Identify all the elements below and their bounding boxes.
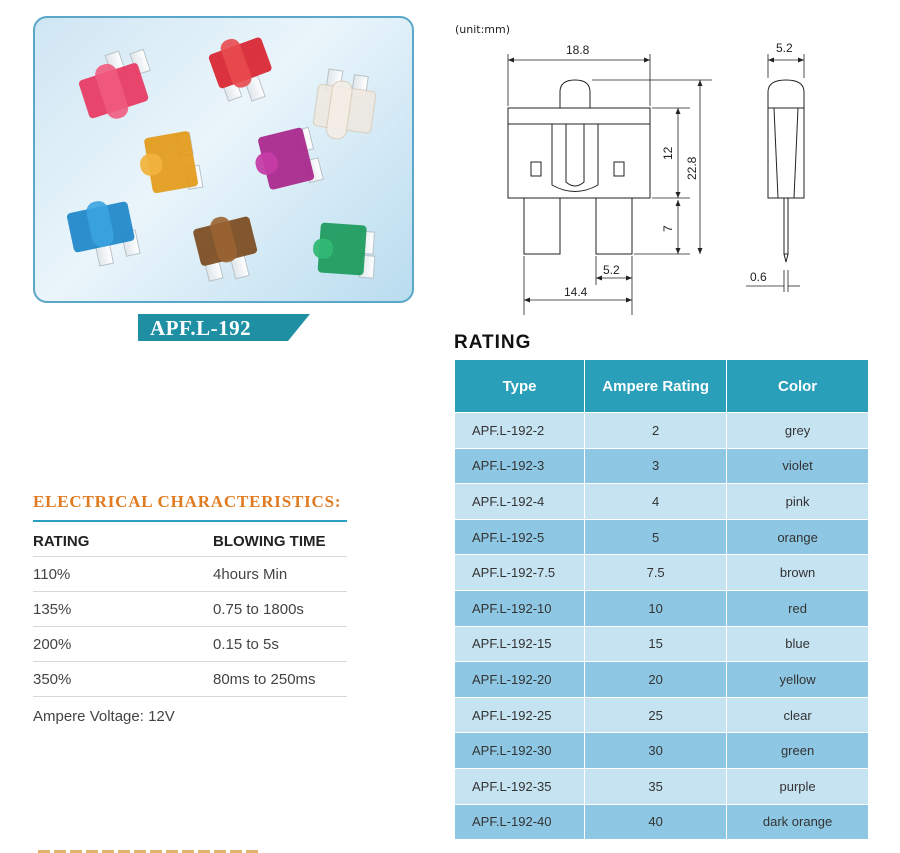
time-cell: 0.75 to 1800s (213, 592, 347, 627)
color-cell: blue (727, 626, 869, 662)
fuse-orange (136, 130, 203, 197)
rating-title: RATING (454, 332, 532, 353)
electrical-header-row (33, 526, 347, 557)
ampere-cell: 4 (585, 484, 727, 520)
dim-height-upper: 12 (661, 146, 675, 160)
color-cell: yellow (727, 662, 869, 698)
table-row (33, 557, 347, 592)
fuse-brown (191, 210, 263, 286)
type-cell: APF.L-192-25 (455, 697, 585, 733)
table-row (455, 484, 869, 520)
table-row (455, 413, 869, 449)
rating-header-row (455, 360, 869, 413)
ampere-cell: 2 (585, 413, 727, 449)
color-cell: red (727, 590, 869, 626)
table-row (33, 627, 347, 662)
color-cell: violet (727, 448, 869, 484)
ampere-cell: 20 (585, 662, 727, 698)
type-cell: APF.L-192-4 (455, 484, 585, 520)
dim-width: 18.8 (566, 43, 590, 57)
ampere-cell: 10 (585, 590, 727, 626)
fuse-body-outline (508, 108, 650, 198)
type-cell: APF.L-192-5 (455, 519, 585, 555)
header-color: Color (727, 360, 869, 413)
fuse-clear (312, 68, 379, 143)
fuse-blue (65, 195, 141, 271)
electrical-title: ELECTRICAL CHARACTERISTICS: (33, 492, 342, 511)
rating-table (454, 359, 869, 840)
ampere-cell: 25 (585, 697, 727, 733)
fuse-violet (249, 125, 323, 194)
rating-cell: 200% (33, 627, 213, 662)
rating-cell: 110% (33, 557, 213, 592)
electrical-table (33, 526, 347, 697)
product-photo (33, 16, 414, 303)
type-cell: APF.L-192-10 (455, 590, 585, 626)
ampere-cell: 15 (585, 626, 727, 662)
type-cell: APF.L-192-15 (455, 626, 585, 662)
type-cell: APF.L-192-2 (455, 413, 585, 449)
table-row (455, 626, 869, 662)
table-row (455, 697, 869, 733)
dim-leg-length: 7 (661, 225, 675, 232)
ampere-cell: 30 (585, 733, 727, 769)
color-cell: dark orange (727, 804, 869, 840)
type-cell: APF.L-192-3 (455, 448, 585, 484)
color-cell: pink (727, 484, 869, 520)
time-cell: 4hours Min (213, 557, 347, 592)
dim-height-total: 22.8 (685, 156, 699, 180)
table-row (455, 733, 869, 769)
fuse-green (311, 222, 376, 278)
model-name: APF.L-192 (150, 316, 252, 340)
fuse-red (205, 29, 280, 110)
dim-thickness: 0.6 (750, 270, 767, 284)
header-type: Type (455, 360, 585, 413)
voltage-note: Ampere Voltage: 12V (33, 708, 175, 725)
type-cell: APF.L-192-40 (455, 804, 585, 840)
table-row (455, 448, 869, 484)
model-tag (138, 314, 308, 341)
cropped-heading-fragment (38, 848, 258, 853)
color-cell: brown (727, 555, 869, 591)
type-cell: APF.L-192-35 (455, 768, 585, 804)
electrical-divider (33, 520, 347, 522)
table-row (455, 590, 869, 626)
table-row (33, 592, 347, 627)
dim-side-width: 5.2 (776, 41, 793, 55)
color-cell: clear (727, 697, 869, 733)
electrical-header-time: BLOWING TIME (213, 526, 347, 557)
fuse-photo-graphic (35, 18, 414, 303)
dim-leg-span: 14.4 (564, 285, 588, 299)
table-row (33, 662, 347, 697)
ampere-cell: 35 (585, 768, 727, 804)
time-cell: 80ms to 250ms (213, 662, 347, 697)
fuse-pink (73, 44, 161, 127)
color-cell: grey (727, 413, 869, 449)
rating-cell: 350% (33, 662, 213, 697)
table-row (455, 519, 869, 555)
type-cell: APF.L-192-30 (455, 733, 585, 769)
table-row (455, 662, 869, 698)
color-cell: green (727, 733, 869, 769)
ampere-cell: 3 (585, 448, 727, 484)
color-cell: purple (727, 768, 869, 804)
table-row (455, 555, 869, 591)
ampere-cell: 40 (585, 804, 727, 840)
unit-label: (unit:mm) (455, 23, 511, 36)
header-ampere: Ampere Rating (585, 360, 727, 413)
ampere-cell: 5 (585, 519, 727, 555)
type-cell: APF.L-192-7.5 (455, 555, 585, 591)
rating-cell: 135% (33, 592, 213, 627)
type-cell: APF.L-192-20 (455, 662, 585, 698)
table-row (455, 804, 869, 840)
time-cell: 0.15 to 5s (213, 627, 347, 662)
electrical-header-rating: RATING (33, 526, 213, 557)
dimension-drawing (445, 18, 885, 323)
dim-leg-width: 5.2 (603, 263, 620, 277)
ampere-cell: 7.5 (585, 555, 727, 591)
color-cell: orange (727, 519, 869, 555)
table-row (455, 768, 869, 804)
